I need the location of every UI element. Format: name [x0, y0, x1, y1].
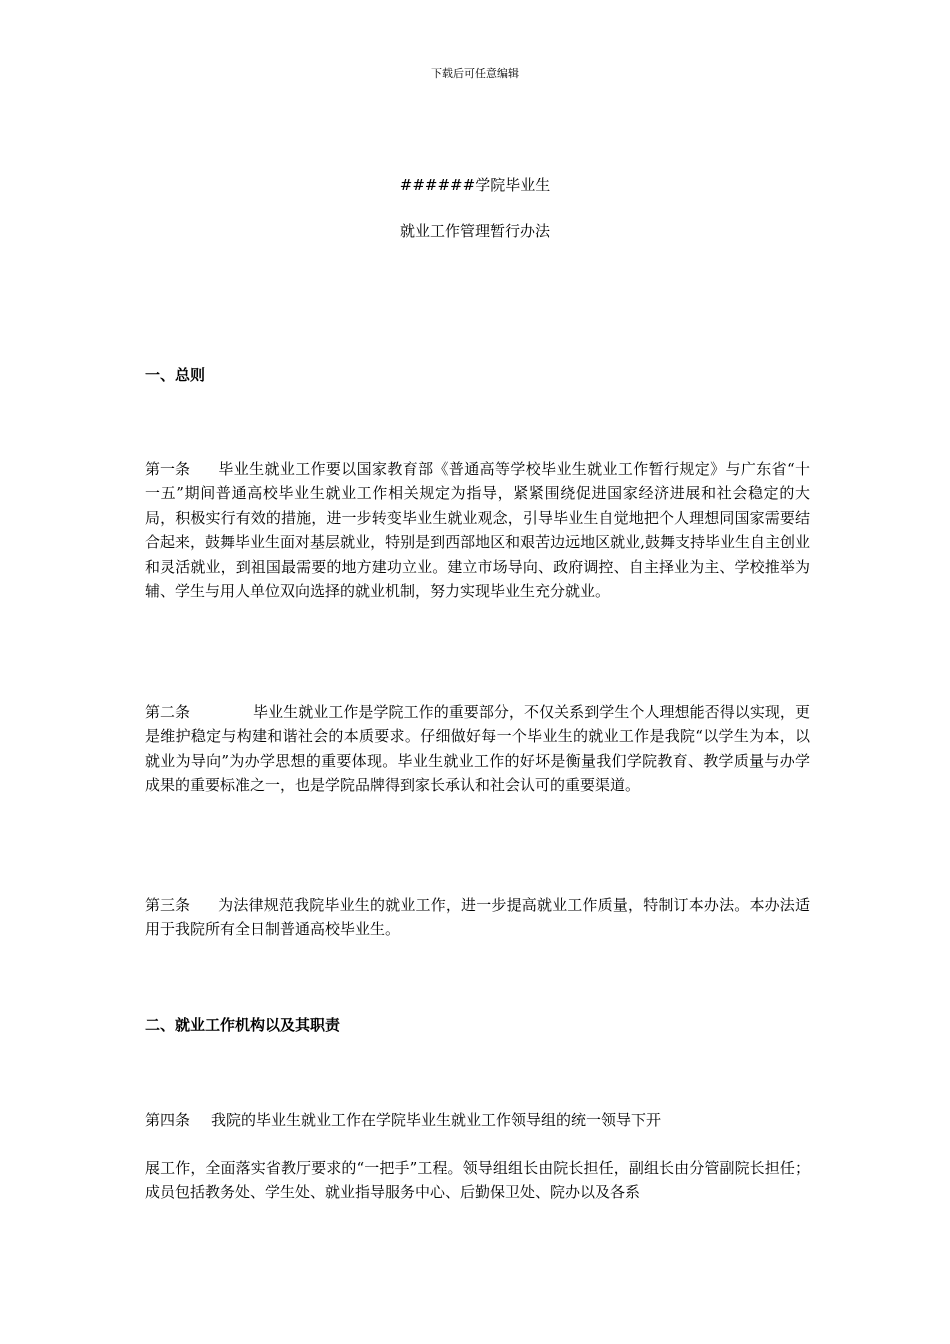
article-4-continuation: 展工作，全面落实省教厅要求的“一把手”工程。领导组组长由院长担任，副组长由分管副院长担任；成员包括教务处、学生处、就业指导服务中心、后勤保卫处、院办以及各系: [145, 1159, 810, 1202]
section-heading-general: 一、总则: [145, 366, 206, 384]
article-text: 我院的毕业生就业工作在学院毕业生就业工作领导组的统一领导下开: [211, 1111, 662, 1129]
section-heading-organization: 二、就业工作机构以及其职责: [145, 1016, 341, 1034]
document-title-line-1: ######学院毕业生: [399, 176, 551, 194]
article-4: [145, 1108, 810, 1132]
article-3: [145, 893, 810, 942]
article-text: 为法律规范我院毕业生的就业工作，进一步提高就业工作质量，特制订本办法。本办法适用于我院所有全日制普通高校毕业生。: [145, 896, 810, 939]
header-note: 下载后可任意编辑: [431, 67, 519, 80]
article-label: 第三条: [145, 896, 191, 914]
article-2: [145, 700, 810, 798]
article-label: 第四条: [145, 1111, 191, 1129]
article-text: 毕业生就业工作要以国家教育部《普通高等学校毕业生就业工作暂行规定》与广东省“十一五”期间普通高校毕业生就业工作相关规定为指导，紧紧围绕促进国家经济进展和社会稳定的大局，积极实行有效的措施，进一步转变毕业生就业观念，引导毕业生自觉地把个人理想同国家需要结合起来，鼓舞毕业生面对基层就业，特别是到西部地区和艰苦边远地区就业,鼓舞支持毕业生自主创业和灵活就业，到祖国最需要的地方建功立业。建立市场导向、政府调控、自主择业为主、学校推举为辅、学生与用人单位双向选择的就业机制，努力实现毕业生充分就业。: [145, 460, 810, 601]
article-1: [145, 457, 810, 603]
article-label: 第二条: [145, 703, 191, 721]
article-text: 毕业生就业工作是学院工作的重要部分，不仅关系到学生个人理想能否得以实现，更是维护稳定与构建和谐社会的本质要求。仔细做好每一个毕业生的就业工作是我院“以学生为本，以就业为导向”为办学思想的重要体现。毕业生就业工作的好坏是衡量我们学院教育、教学质量与办学成果的重要标准之一，也是学院品牌得到家长承认和社会认可的重要渠道。: [145, 703, 810, 795]
document-title-line-2: 就业工作管理暂行办法: [399, 222, 550, 240]
article-label: 第一条: [145, 460, 191, 478]
